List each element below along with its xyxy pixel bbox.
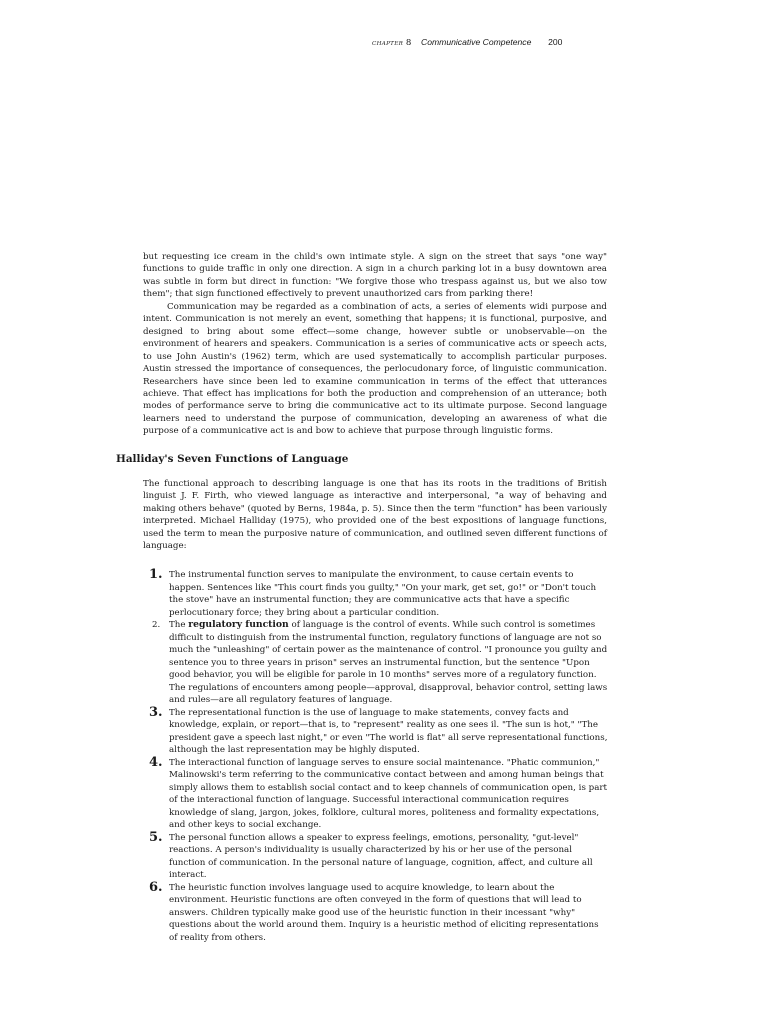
- list-item: [149, 754, 608, 832]
- list-item-number: 1.: [149, 567, 163, 582]
- chapter-number: 8: [405, 38, 412, 48]
- list-item-lead: The: [169, 620, 189, 630]
- paragraph-continuation: but requesting ice cream in the child's own intimate style. A sign on the street that says "one way" functions to guide traffic in only one direction. A sign in a church parking lot in a busy downtown area was subtle in form but direct in function: "We forgive those who trespass against us, but we also tow them"; that sign functioned effectively to prevent unauthorized cars from parking there!: [143, 252, 607, 300]
- list-item-number: 3.: [149, 704, 163, 720]
- list-item-rest: of language is the control of events. While such control is sometimes difficult to distinguish from the instrumental function, regulatory functions of language are not so much the "unleashing" of certain power as the maintenance of control. "I pronounce you guilty and sentence you to three years in prison" serves an instrumental function, but the sentence "Upon good behavior, you will be eligible for parole in 10 months" serves more of a regulatory function. The regulations of encounters among people—approval, disapproval, behavior control, setting laws and rules—are all regulatory features of language.: [169, 620, 608, 705]
- paragraph-functional-approach: The functional approach to describing language is one that has its roots in the traditions of British linguist J. F. Firth, who viewed language as interactive and interpersonal, "a way of behaving and making others behave" (quoted by Berns, 1984a, p. 5). Since then the term "function" has been variously interpreted. Michael Halliday (1975), who provided one of the best expositions of language functions, used the term to mean the purposive nature of communication, and outlined seven different functions of language:: [143, 479, 607, 552]
- list-item-text: The personal function allows a speaker to express feelings, emotions, personality, "gut-level" reactions. A person's individuality is usually characterized by his or her use of the personal function of communication. In the personal nature of language, cognition, affect, and culture all interact.: [169, 832, 593, 880]
- list-item-text: The heuristic function involves language used to acquire knowledge, to learn about the environment. Heuristic functions are often conveyed in the form of questions that will lead to answers. Children typically make good use of the heuristic function in their incessant "why" questions about the world around them. Inquiry is a heuristic method of eliciting representations of reality from others.: [169, 882, 599, 943]
- list-item: [149, 704, 608, 757]
- list-item-number: 6.: [149, 879, 163, 895]
- list-item-text: [169, 619, 608, 707]
- page-number: 200: [548, 37, 563, 47]
- body-section-intro: [143, 251, 607, 438]
- running-header: [372, 37, 672, 49]
- list-item: [149, 829, 608, 882]
- list-item: [149, 569, 608, 619]
- list-item-number: 2.: [152, 620, 161, 630]
- list-item-number: 5.: [149, 829, 163, 845]
- chapter-title: Communicative Competence: [421, 37, 532, 47]
- list-item-number: 4.: [149, 754, 163, 770]
- functions-list: [149, 569, 608, 944]
- list-item: [149, 879, 608, 945]
- list-item-text: The interactional function of language serves to ensure social maintenance. "Phatic communion," Malinowski's term referring to the communicative contact between and among human beings that simply allows them to establish social contact and to keep channels of communication open, is part of the interactional function of language. Successful interactional communication requires knowledge of slang, jargon, jokes, folklore, cultural mores, politeness and formality expectations, and other keys to social exchange.: [169, 757, 608, 830]
- regulatory-function-term: regulatory function: [188, 619, 289, 630]
- chapter-label: CHAPTER: [372, 41, 404, 47]
- list-item: [149, 619, 608, 707]
- paragraph-communication: Communication may be regarded as a combination of acts, a series of elements widi purpose and intent. Communication is not merely an event, something that happens; it is functional, purposive, and designed to bring about some effect—some change, however subtle or unobservable—on the environment of hearers and speakers. Communication is a series of communicative acts or speech acts, to use John Austin's (1962) term, which are used systematically to accomplish particular purposes. Austin stressed the importance of consequences, the perlocudonary force, of linguistic communication. Researchers have since been led to examine communication in terms of the effect that utterances achieve. That effect has implications for both the production and comprehension of an utterance; both modes of performance serve to bring die communicative act to its ultimate purpose. Second language learners need to understand the purpose of communication, developing an awareness of what die purpose of a communicative act is and bow to achieve that purpose through linguistic forms.: [143, 301, 607, 437]
- list-item-text: The representational function is the use of language to make statements, convey facts and knowledge, explain, or report—that is, to "represent" reality as one sees il. "The sun is hot," "The president gave a speech last night," or even "The world is flat" all serve representational functions, although the last representation may be highly disputed.: [169, 707, 608, 755]
- list-item-text: The instrumental function serves to manipulate the environment, to cause certain events to happen. Sentences like "This court finds you guilty," "On your mark, get set, go!" or "Don't touch the stove" have an instrumental function; they are communicative acts that have a specific perlocutionary force; they bring about a particular condition.: [169, 570, 597, 618]
- body-section-functional: [143, 478, 607, 553]
- section-heading: Halliday's Seven Functions of Language: [116, 453, 349, 465]
